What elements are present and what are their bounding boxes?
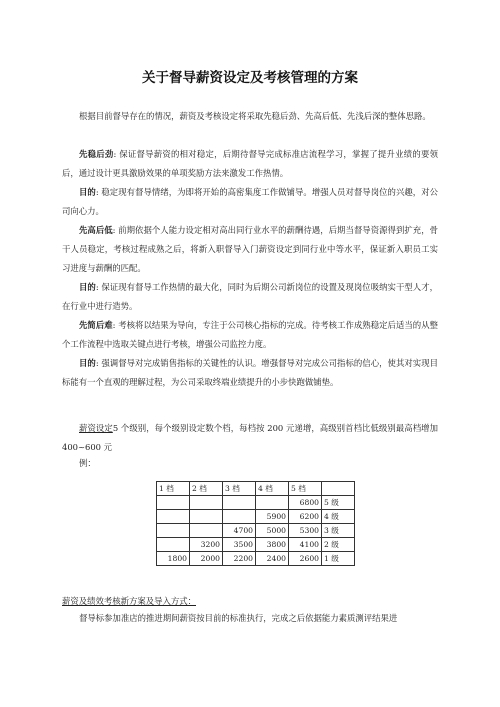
table-cell — [223, 496, 256, 510]
table-header-cell: 3 档 — [223, 482, 256, 496]
closing-paragraph: 督导标参加准店的推进期间薪资按目前的标准执行，完成之后依据能力素质测评结果进 — [79, 613, 398, 623]
table-cell: 6200 — [289, 510, 322, 524]
table-cell: 2400 — [256, 552, 289, 566]
paragraph-lead: 先稳后劲 — [79, 149, 114, 159]
table-header-cell: 4 档 — [256, 482, 289, 496]
table-header-cell: 5 档 — [289, 482, 322, 496]
section-heading: 薪资及绩效考核新方案及导入方式： — [62, 596, 196, 606]
table-level-cell: 3 级 — [322, 524, 355, 538]
paragraph-high-first — [62, 221, 438, 278]
paragraph-text: : 考核将以结果为导向，专注于公司核心指标的完成。待考核工作成熟稳定后适当的从整个工作流程中选取关键点进行考核，增强公司监控力度。 — [62, 320, 439, 349]
table-row — [157, 524, 355, 538]
table-cell: 5300 — [289, 524, 322, 538]
table-cell — [190, 524, 223, 538]
table-cell: 4100 — [289, 538, 322, 552]
paragraph-lead: 目的 — [79, 358, 96, 368]
table-level-cell: 5 级 — [322, 496, 355, 510]
table-row — [157, 510, 355, 524]
paragraph-lead: 目的 — [79, 187, 96, 197]
paragraph-lead: 目的 — [79, 282, 96, 292]
table-level-cell: 1 级 — [322, 552, 355, 566]
table-cell: 6800 — [289, 496, 322, 510]
example-label: 例： — [79, 458, 96, 468]
table-row — [157, 552, 355, 566]
table-cell — [256, 496, 289, 510]
table-cell: 5000 — [256, 524, 289, 538]
table-cell — [157, 510, 190, 524]
paragraph-text: : 保证督导薪资的相对稳定，后期待督导完成标准店流程学习，掌握了提升业绩的要领后，通过设计更具激励效果的单项奖励方法来激发工作热情。 — [62, 149, 439, 178]
paragraph-simple-first — [62, 316, 438, 354]
table-header-cell: 2 档 — [190, 482, 223, 496]
table-cell — [157, 524, 190, 538]
table-level-cell: 2 级 — [322, 538, 355, 552]
salary-grade-table — [156, 481, 355, 566]
table-header-row — [157, 482, 355, 496]
table-cell: 1800 — [157, 552, 190, 566]
table-cell: 3800 — [256, 538, 289, 552]
table-cell: 3500 — [223, 538, 256, 552]
table-cell: 5900 — [256, 510, 289, 524]
paragraph-purpose-2 — [62, 278, 438, 316]
table-cell — [190, 496, 223, 510]
paragraph-text: : 保证现有督导工作热情的最大化，同时为后期公司新岗位的设置及现岗位吸纳实干型人才，在行业中进行造势。 — [62, 282, 439, 311]
paragraph-text: : 稳定现有督导情绪，为即将开始的高密集度工作做铺导。增强人员对督导岗位的兴趣，对公司向心力。 — [62, 187, 439, 216]
table-cell: 3200 — [190, 538, 223, 552]
table-row — [157, 538, 355, 552]
paragraph-purpose-3 — [62, 354, 438, 392]
table-cell — [157, 496, 190, 510]
table-cell: 4700 — [223, 524, 256, 538]
table-level-cell: 4 级 — [322, 510, 355, 524]
paragraph-lead: 先简后难 — [79, 320, 113, 330]
table-cell: 2600 — [289, 552, 322, 566]
document-title: 关于督导薪资设定及考核管理的方案 — [142, 70, 358, 86]
intro-paragraph: 根据目前督导存在的情况，薪资及考核设定将采取先稳后劲、先高后低、先浅后深的整体思路。 — [79, 111, 431, 121]
salary-setting-paragraph — [62, 419, 438, 457]
paragraph-text: : 前期依据个人能力设定相对高出同行业水平的薪酬待遇，后期当督导资源得到扩充，骨干人员稳定，考核过程成熟之后，将新入职督导入门薪资设定到同行业中等水平，保证新入职员工实习进度与薪酬的匹配。 — [62, 225, 439, 273]
table-cell — [157, 538, 190, 552]
table-cell — [190, 510, 223, 524]
table-row — [157, 496, 355, 510]
paragraph-lead: 先高后低 — [79, 225, 113, 235]
paragraph-steady-first — [62, 145, 438, 183]
table-header-cell — [322, 482, 355, 496]
paragraph-purpose-1 — [62, 183, 438, 221]
table-cell: 2200 — [223, 552, 256, 566]
salary-setting-lead: 薪资设定 — [79, 423, 113, 433]
table-cell: 2000 — [190, 552, 223, 566]
table-header-cell: 1 档 — [157, 482, 190, 496]
salary-setting-text: 5 个级别，每个级别设定数个档，每档按 200 元递增，高级别首档比低级别最高档增加 400~600 元 — [62, 423, 438, 452]
table-cell — [223, 510, 256, 524]
paragraph-text: : 强调督导对完成销售指标的关键性的认识。增强督导对完成公司指标的信心，使其对实现目标能有一个直观的理解过程，为公司采取终端业绩提升的小步快跑做铺垫。 — [62, 358, 439, 387]
